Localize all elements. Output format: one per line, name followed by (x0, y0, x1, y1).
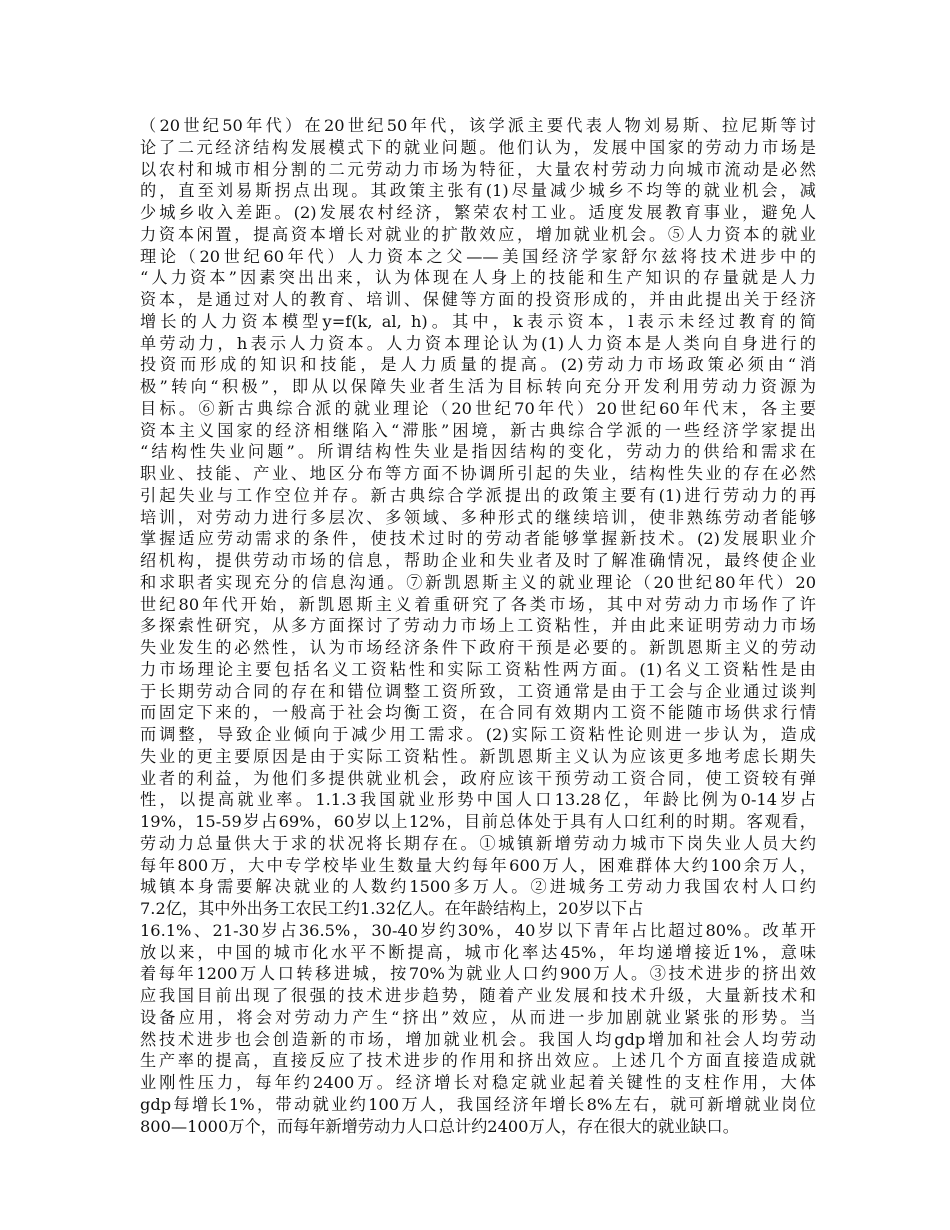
text-line: 资本，是通过对人的教育、培训、保健等方面的投资形成的，并由此提出关于经济 (140, 290, 816, 309)
text-line: 极”转向“积极”，即从以保障失业者生活为目标转向充分开发利用劳动力资源为 (140, 377, 816, 396)
text-line: 力市场理论主要包括名义工资粘性和实际工资粘性两方面。(1)名义工资粘性是由 (140, 659, 816, 679)
text-line: 职业、技能、产业、地区分布等方面不协调所引起的失业，结构性失业的存在必然 (140, 464, 816, 483)
text-line: 的，直至刘易斯拐点出现。其政策主张有(1)尽量减少城乡不均等的就业机会，减 (140, 181, 816, 201)
text-line: 每年800万，大中专学校毕业生数量大约每年600万人，困难群体大约100余万人， (140, 855, 816, 875)
text-line: 着每年1200万人口转移进城，按70%为就业人口约900万人。③技术进步的挤出效 (140, 964, 816, 984)
text-line: 多探索性研究，从多方面探讨了劳动力市场上工资粘性，并由此来证明劳动力市场 (140, 616, 816, 636)
text-line: 然技术进步也会创造新的市场，增加就业机会。我国人均gdp增加和社会人均劳动 (140, 1029, 816, 1049)
text-line: 少城乡收入差距。(2)发展农村经济，繁荣农村工业。适度发展教育事业，避免人 (140, 203, 816, 222)
text-line: 世纪80年代开始，新凯恩斯主义着重研究了各类市场，其中对劳动力市场作了许 (140, 594, 816, 614)
text-line: 以农村和城市相分割的二元劳动力市场为特征，大量农村劳动力向城市流动是必然 (140, 159, 816, 179)
text-line: 而固定下来的，一般高于社会均衡工资，在合同有效期内工资不能随市场供求行情 (140, 703, 816, 723)
text-line: 放以来，中国的城市化水平不断提高，城市化率达45%，年均递增接近1%，意味 (140, 942, 816, 962)
text-line: 设备应用，将会对劳动力产生“挤出”效应，从而进一步加剧就业紧张的形势。当 (140, 1007, 816, 1027)
text-line: 而调整，导致企业倾向于减少用工需求。(2)实际工资粘性论则进一步认为，造成 (140, 725, 816, 744)
text-line: 劳动力总量供大于求的状况将长期存在。①城镇新增劳动力城市下岗失业人员大约 (140, 833, 816, 853)
text-line: 增长的人力资本模型y=f(k, al, h)。其中，k表示资本，l表示未经过教育的简 (140, 311, 816, 331)
text-line: gdp每增长1%，带动就业约100万人，我国经济年增长8%左右，就可新增就业岗位 (140, 1094, 816, 1114)
text-line: 掌握适应劳动需求的条件，使技术过时的劳动者能够掌握新技术。(2)发展职业介 (140, 529, 816, 549)
text-line: 失业的更主要原因是由于实际工资粘性。新凯恩斯主义认为应该更多地考虑长期失 (140, 746, 816, 766)
text-line: 绍机构，提供劳动市场的信息，帮助企业和失业者及时了解准确情况，最终使企业 (140, 551, 816, 570)
text-line: 业者的利益，为他们多提供就业机会，政府应该干预劳动工资合同，使工资较有弹 (140, 768, 816, 788)
text-line: “结构性失业问题”。所谓结构性失业是指因结构的变化，劳动力的供给和需求在 (140, 442, 816, 462)
text-line: 业刚性压力，每年约2400万。经济增长对稳定就业起着关键性的支柱作用，大体 (140, 1073, 816, 1092)
text-line: 投资而形成的知识和技能，是人力质量的提高。(2)劳动力市场政策必须由“消 (140, 355, 816, 375)
text-line: 资本主义国家的经济相继陷入“滞胀”困境，新古典综合学派的一些经济学家提出 (140, 420, 816, 440)
text-line: 性，以提高就业率。1.1.3我国就业形势中国人口13.28亿，年龄比例为0-14岁占 (140, 790, 816, 810)
text-line: 培训，对劳动力进行多层次、多领域、多种形式的继续培训，使非熟练劳动者能够 (140, 507, 816, 527)
text-line: 目标。⑥新古典综合派的就业理论（20世纪70年代）20世纪60年代末，各主要 (140, 398, 816, 418)
text-line: 应我国目前出现了很强的技术进步趋势，随着产业发展和技术升级，大量新技术和 (140, 986, 816, 1005)
text-line: （20世纪50年代）在20世纪50年代，该学派主要代表人物刘易斯、拉尼斯等讨 (140, 116, 816, 135)
text-line: 7.2亿，其中外出务工农民工约1.32亿人。在年龄结构上，20岁以下占 (140, 899, 644, 918)
text-line: 理论（20世纪60年代）人力资本之父——美国经济学家舒尔兹将技术进步中的 (140, 246, 816, 266)
text-line: 力资本闲置，提高资本增长对就业的扩散效应，增加就业机会。⑤人力资本的就业 (140, 224, 816, 244)
text-line: 城镇本身需要解决就业的人数约1500多万人。②进城务工劳动力我国农村人口约 (140, 877, 816, 897)
text-line: 16.1%、21-30岁占36.5%，30-40岁约30%，40岁以下青年占比超过80%。改革开 (140, 920, 816, 940)
text-line: 引起失业与工作空位并存。新古典综合学派提出的政策主要有(1)进行劳动力的再 (140, 485, 816, 505)
text-line: 生产率的提高，直接反应了技术进步的作用和挤出效应。上述几个方面直接造成就 (140, 1051, 816, 1071)
body-text (140, 115, 816, 1137)
text-line: 单劳动力，h表示人力资本。人力资本理论认为(1)人力资本是人类向自身进行的 (140, 333, 816, 353)
text-line: 失业发生的必然性，认为市场经济条件下政府干预是必要的。新凯恩斯主义的劳动 (140, 638, 816, 657)
text-line: 和求职者实现充分的信息沟通。⑦新凯恩斯主义的就业理论（20世纪80年代）20 (140, 572, 816, 592)
text-line: “人力资本”因素突出出来，认为体现在人身上的技能和生产知识的存量就是人力 (140, 268, 816, 288)
text-line: 19%，15-59岁占69%，60岁以上12%，目前总体处于具有人口红利的时期。客观看， (140, 812, 816, 831)
text-line: 论了二元经济结构发展模式下的就业问题。他们认为，发展中国家的劳动力市场是 (140, 137, 816, 157)
text-line: 于长期劳动合同的存在和错位调整工资所致，工资通常是由于工会与企业通过谈判 (140, 681, 816, 701)
text-line: 800—1000万个，而每年新增劳动力人口总计约2400万人，存在很大的就业缺口。 (140, 1116, 739, 1136)
